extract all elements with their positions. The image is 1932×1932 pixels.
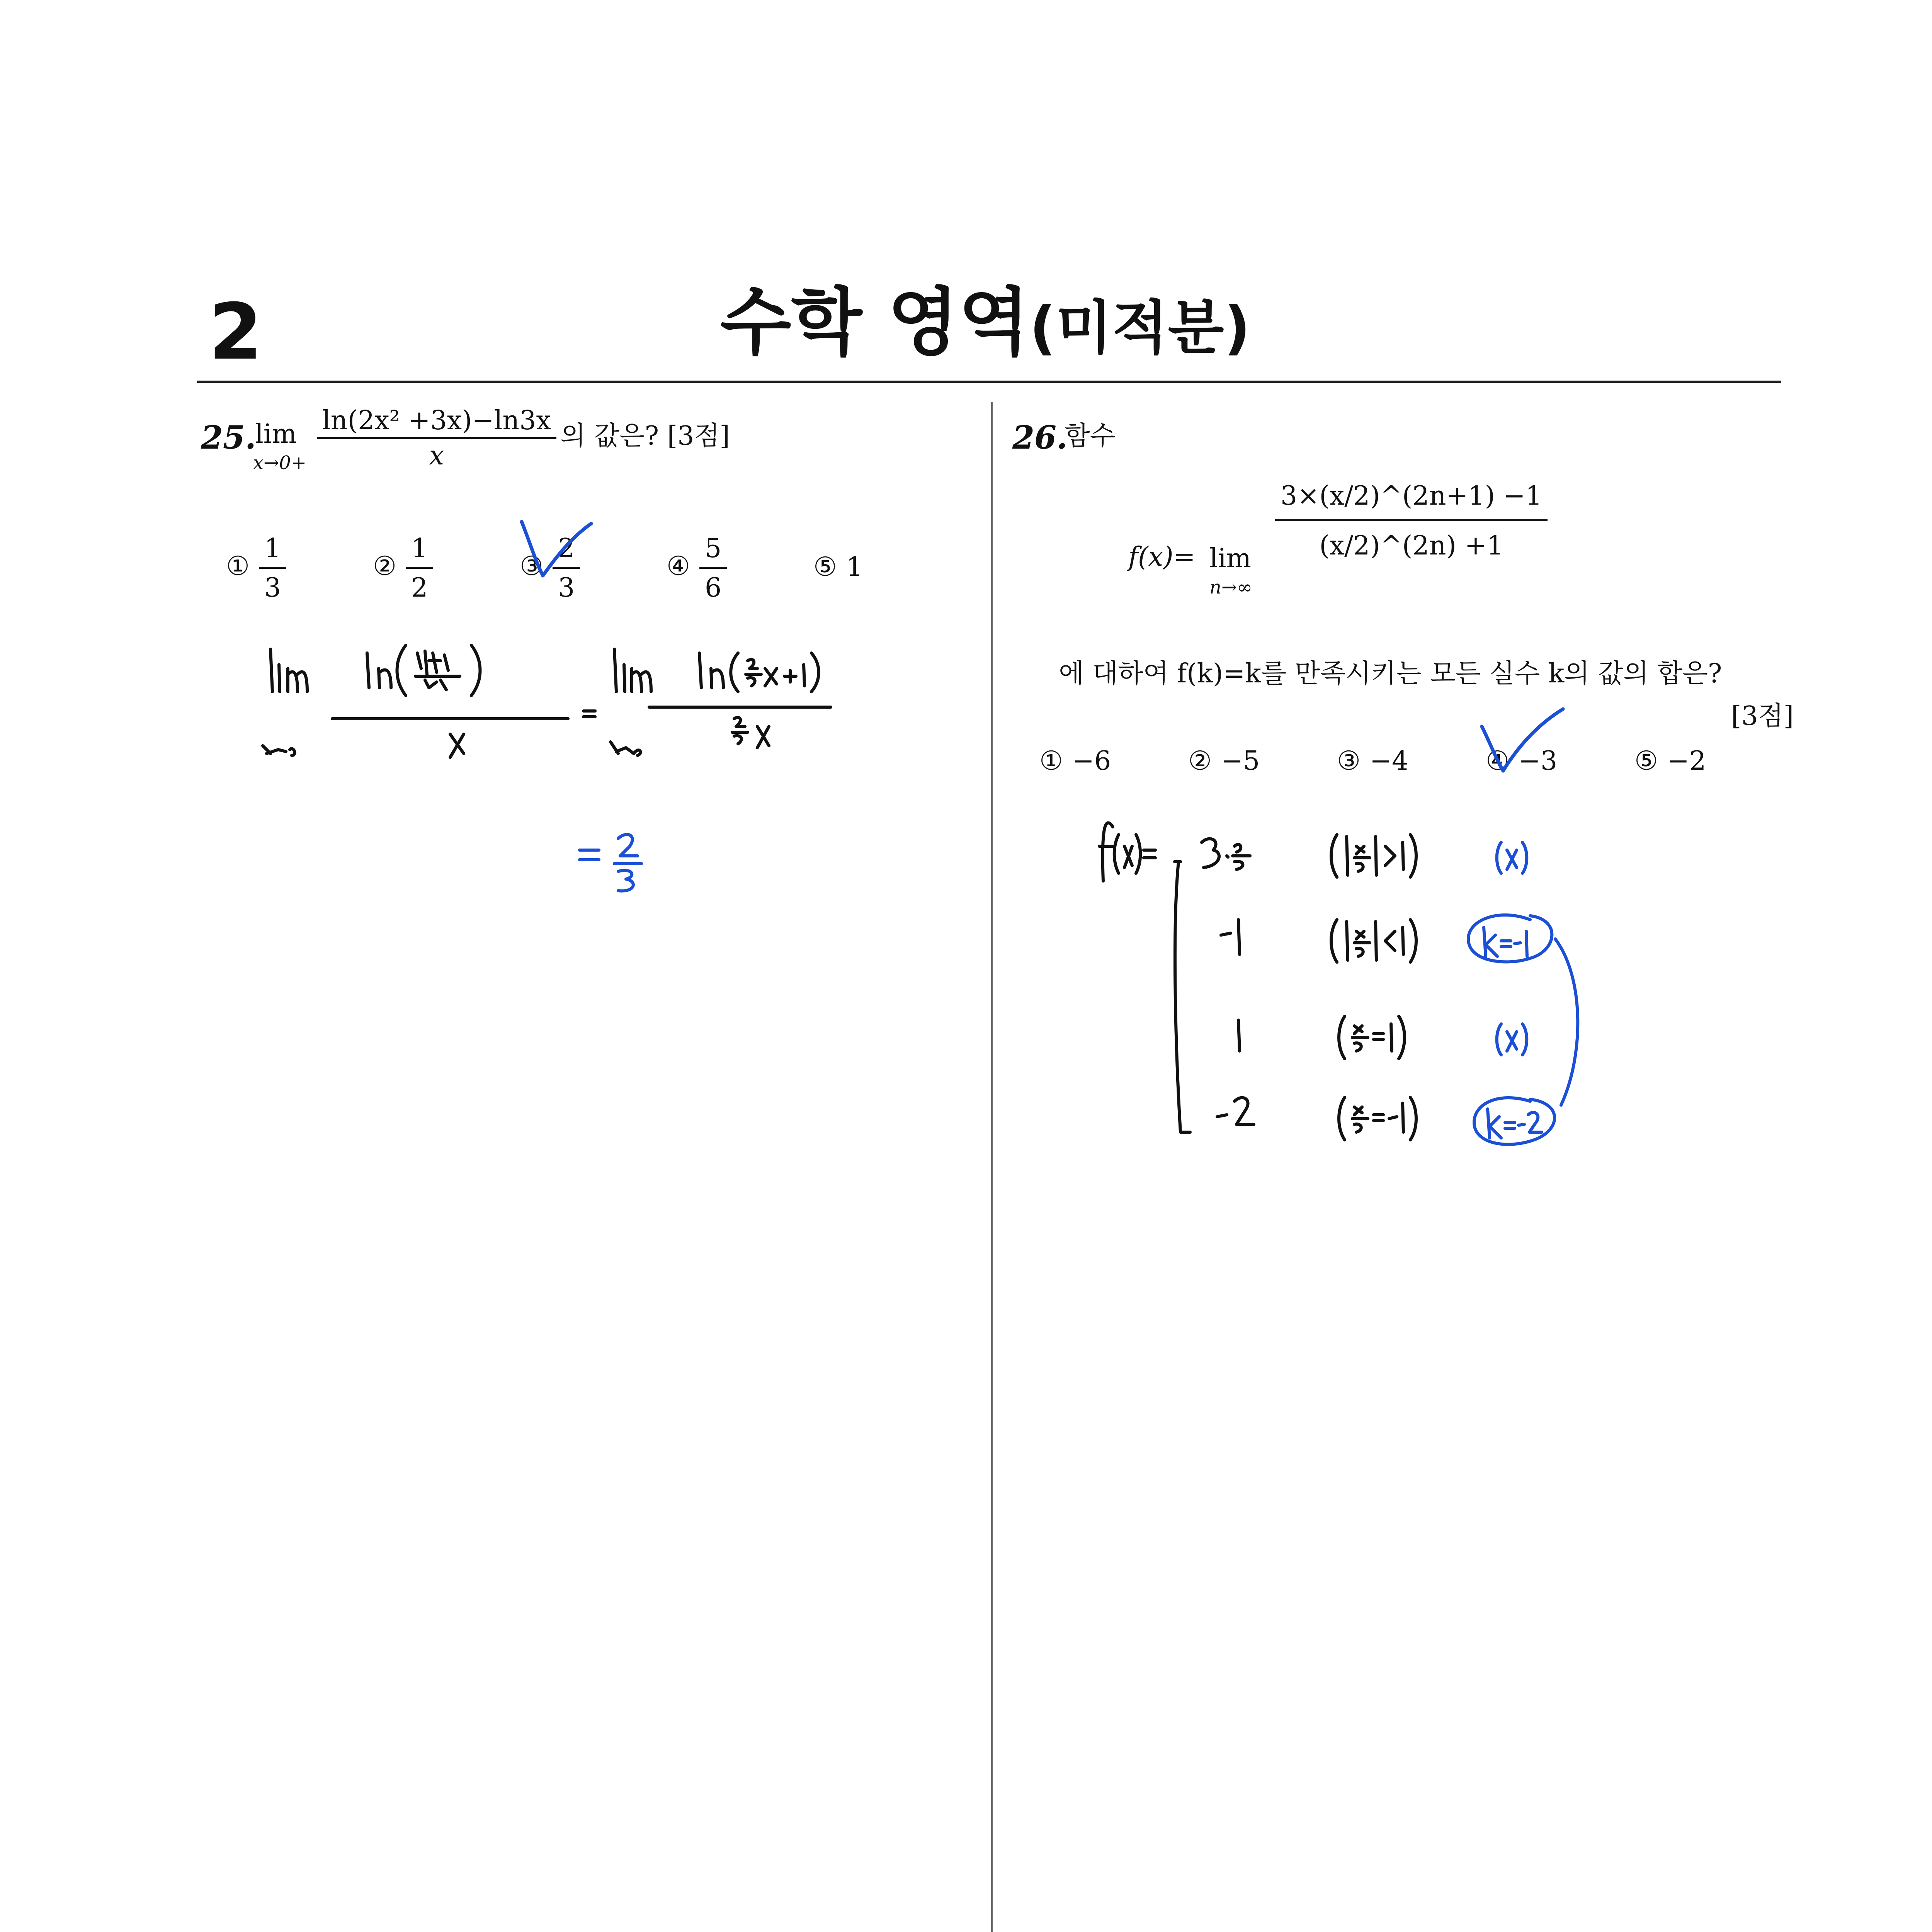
choice-numerator: 1 (406, 533, 433, 569)
q26-choice-5[interactable] (1634, 746, 1706, 776)
column-divider (991, 402, 993, 1932)
page-number: 2 (209, 287, 263, 377)
q26-number: 26. (1012, 419, 1068, 456)
q25-number: 25. (201, 419, 256, 456)
q25-choice-2[interactable] (373, 533, 433, 603)
q26-numerator: 3×(x/2)^(2n+1) −1 (1275, 475, 1548, 521)
q26-denominator: (x/2)^(2n) +1 (1319, 531, 1503, 561)
choice-value: −3 (1518, 746, 1558, 776)
section-title (0, 280, 1932, 365)
choice-numerator: 2 (553, 533, 580, 569)
q25-numerator: ln(2x² +3x)−ln3x (317, 408, 556, 439)
q25-choice-1[interactable] (226, 533, 286, 603)
q25-question-suffix: 의 값은? [3점] (560, 421, 730, 451)
q26-points: [3점] (1731, 701, 1794, 731)
q26-handwritten-work (1097, 804, 1638, 1206)
choice-denominator: 3 (558, 573, 575, 603)
choice-denominator: 2 (411, 573, 428, 603)
choice-value: −2 (1667, 746, 1706, 776)
q25-choice-4[interactable] (667, 533, 727, 603)
q26-choice-2[interactable] (1188, 746, 1260, 776)
q25-denominator: x (429, 440, 444, 471)
choice-mark: ③ (1337, 746, 1361, 776)
q26-lim-sub: n→∞ (1209, 577, 1253, 598)
q26-choice-1[interactable] (1039, 746, 1111, 776)
choice-mark: ② (1188, 746, 1212, 776)
choice-numerator: 1 (259, 533, 286, 569)
q25-lim-sub: x→0+ (253, 452, 307, 474)
choice-mark: ⑤ (1634, 746, 1658, 776)
choice-value: −6 (1072, 746, 1111, 776)
choice-value: 1 (846, 552, 863, 582)
choice-mark: ③ (520, 551, 543, 582)
q25-lim: lim (255, 419, 297, 449)
choice-mark: ④ (1486, 746, 1509, 776)
choice-value: −4 (1369, 746, 1409, 776)
choice-mark: ⑤ (813, 552, 837, 582)
choice-mark: ① (1039, 746, 1063, 776)
choice-mark: ④ (667, 551, 690, 582)
header-rule (197, 381, 1781, 383)
q26-intro: 함수 (1065, 421, 1116, 451)
q26-checkmark (1476, 703, 1569, 781)
q26-condition: 에 대하여 f(k)=k를 만족시키는 모든 실수 k의 값의 합은? (1059, 658, 1722, 689)
q26-lim: lim (1209, 543, 1251, 574)
choice-mark: ① (226, 551, 250, 582)
q26-choice-3[interactable] (1337, 746, 1408, 776)
choice-denominator: 6 (704, 573, 722, 603)
q25-handwritten-answer (572, 827, 672, 896)
choice-value: −5 (1221, 746, 1260, 776)
q25-expression (317, 405, 556, 471)
choice-denominator: 3 (264, 573, 281, 603)
q25-handwritten-work (255, 638, 835, 792)
q25-choice-5[interactable] (813, 552, 863, 582)
q26-expression (1275, 475, 1548, 559)
q25-checkmark (514, 514, 599, 599)
section-title-main: 수학 영역 (720, 280, 1030, 365)
section-subtitle: (미적분) (1029, 294, 1251, 362)
q26-formula-lhs: f(x)= (1128, 542, 1196, 572)
choice-numerator: 5 (699, 533, 727, 569)
choice-mark: ② (373, 551, 396, 582)
